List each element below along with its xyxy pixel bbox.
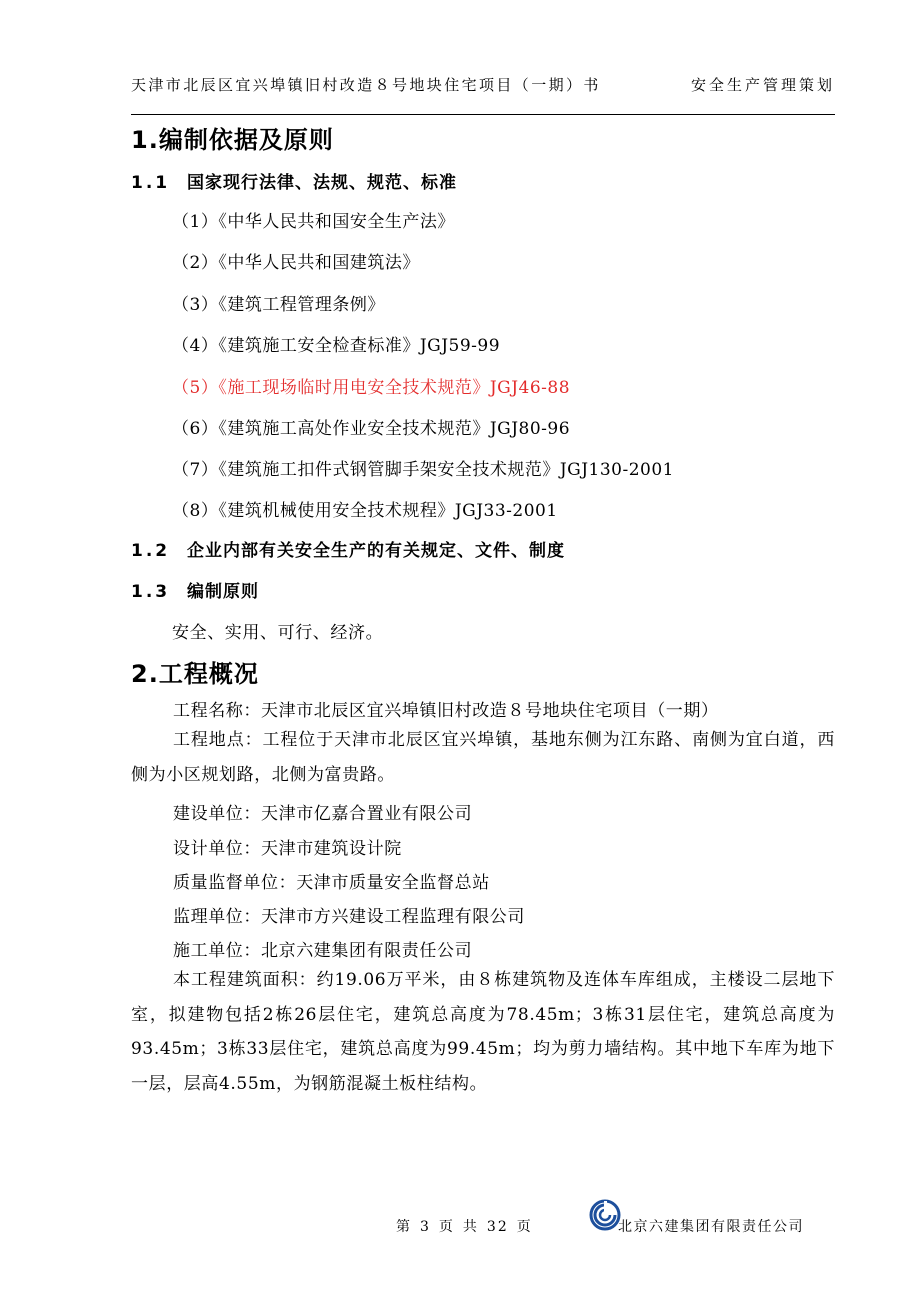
section-1-1-heading <box>131 168 457 193</box>
list-item: （1）《中华人民共和国安全生产法》 <box>172 212 455 232</box>
design-unit: 设计单位：天津市建筑设计院 <box>173 839 402 859</box>
list-item: （2）《中华人民共和国建筑法》 <box>172 253 420 273</box>
total-label-prefix: 共 <box>462 1219 479 1235</box>
header-divider <box>131 114 835 115</box>
quality-supervision-unit: 质量监督单位：天津市质量安全监督总站 <box>173 873 490 893</box>
list-item: （7）《建筑施工扣件式钢管脚手架安全技术规范》JGJ130-2001 <box>172 460 674 480</box>
section-1-3-body: 安全、实用、可行、经济。 <box>172 623 384 643</box>
footer-company-name: 北京六建集团有限责任公司 <box>618 1219 804 1235</box>
current-page: 3 <box>420 1219 431 1235</box>
building-area-paragraph: 本工程建筑面积：约19.06万平米，由８栋建筑物及连体车库组成，主楼设二层地下室，拟建物包括2栋26层住宅，建筑总高度为78.45m；3栋31层住宅，建筑总高度为93.45m；3栋33层住宅，建筑总高度为99.45m；均为剪力墙结构。其中地下车库为地下一层，层高4.55m，为钢筋混凝土板柱结构。 <box>131 970 835 1094</box>
list-item: （4）《建筑施工安全检查标准》JGJ59-99 <box>172 336 501 356</box>
section-1-2-heading <box>131 536 565 561</box>
section-1-3-number: 1.3 <box>131 582 171 602</box>
header-doc-title: 安全生产管理策划 <box>690 76 835 94</box>
project-name: 工程名称：天津市北辰区宜兴埠镇旧村改造８号地块住宅项目（一期） <box>173 701 719 721</box>
list-item-highlighted: （5）《施工现场临时用电安全技术规范》JGJ46-88 <box>172 378 571 398</box>
page-label-prefix: 第 <box>396 1219 412 1235</box>
header-project-title: 天津市北辰区宜兴埠镇旧村改造８号地块住宅项目（一期）书 <box>131 76 601 94</box>
section-1-3-heading <box>131 577 259 602</box>
section-2-title: 2.工程概况 <box>131 660 259 688</box>
supervision-unit: 监理单位：天津市方兴建设工程监理有限公司 <box>173 907 525 927</box>
section-1-2-title: 企业内部有关安全生产的有关规定、文件、制度 <box>187 541 565 561</box>
page-number <box>396 1216 541 1236</box>
section-1-3-title: 编制原则 <box>187 582 259 602</box>
total-label-suffix: 页 <box>516 1219 533 1235</box>
builder-unit: 建设单位：天津市亿嘉合置业有限公司 <box>173 804 473 824</box>
section-1-title: 1.编制依据及原则 <box>131 126 334 154</box>
list-item: （6）《建筑施工高处作业安全技术规范》JGJ80-96 <box>172 419 571 439</box>
company-logo-icon <box>589 1199 621 1231</box>
project-location: 工程地点：工程位于天津市北辰区宜兴埠镇，基地东侧为江东路、南侧为宜白道，西侧为小区规划路，北侧为富贵路。 <box>131 730 835 785</box>
list-item: （8）《建筑机械使用安全技术规程》JGJ33-2001 <box>172 501 558 521</box>
page-label-suffix: 页 <box>438 1219 455 1235</box>
construction-unit: 施工单位：北京六建集团有限责任公司 <box>173 941 473 961</box>
section-1-1-title: 国家现行法律、法规、规范、标准 <box>187 173 457 193</box>
total-pages: 32 <box>486 1219 509 1235</box>
section-1-1-number: 1.1 <box>131 173 171 193</box>
list-item: （3）《建筑工程管理条例》 <box>172 295 385 315</box>
section-1-2-number: 1.2 <box>131 541 171 561</box>
